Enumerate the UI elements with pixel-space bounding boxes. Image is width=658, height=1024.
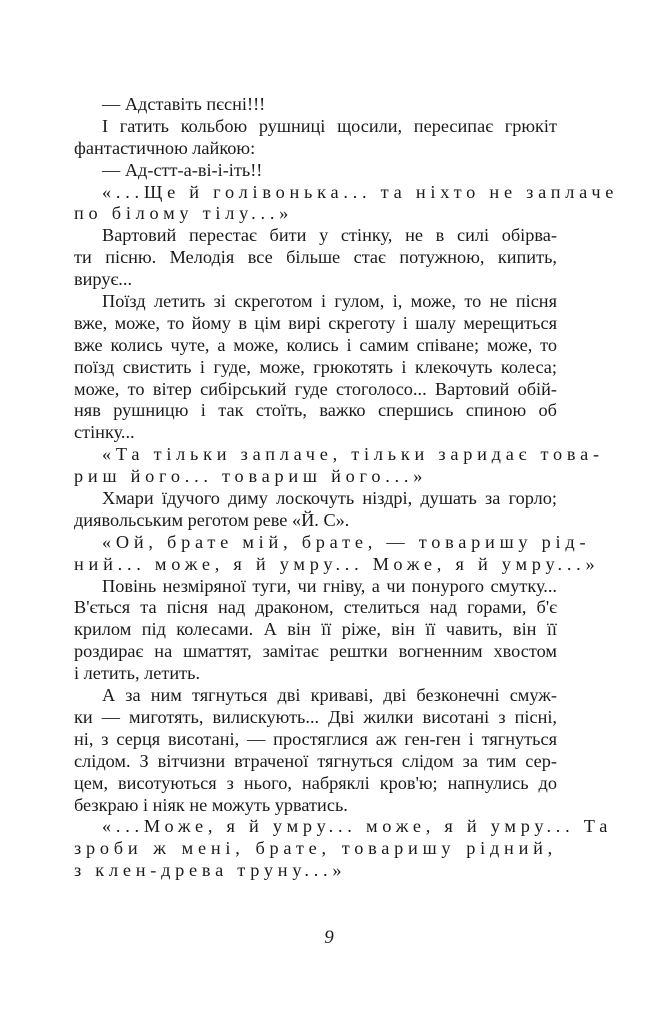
text-line: Вартовий перестає бити у стінку, не в силі обірва- <box>102 225 557 246</box>
text-line: зроби ж мені, брате, товаришу рідний, <box>74 838 557 859</box>
text-line: ні, з серця висотані, — простяглися аж ген-ген і тягнуться <box>74 728 557 749</box>
text-line: може, то вітер сибірський гуде стоголосо... Вартовий обій- <box>74 378 557 399</box>
text-line: — Ад-стт-а-ві-і-іть!! <box>102 159 263 180</box>
text-line: няв рушницю і так стоїть, важко спершись спиною об <box>74 400 557 421</box>
text-line: поїзд свистить і гуде, може, грюкотять і клекочуть колеса; <box>74 356 557 377</box>
text-line: В'ється та пісня над драконом, стелиться над горами, б'є <box>74 597 557 618</box>
text-line: вже колись чуте, а може, колись і самим співане; може, то <box>74 334 557 355</box>
text-line: «...Ще й голівонька... та ніхто не заплаче <box>102 181 619 202</box>
page-body-text <box>74 94 619 882</box>
text-line: фантастичною лайкою: <box>74 137 256 158</box>
text-line: вже, може, то йому в цім вирі скреготу і шалу мерещиться <box>74 312 557 333</box>
text-line: з клен-древа труну...» <box>74 860 347 881</box>
text-line: І гатить кольбою рушниці щосили, пересипає грюкіт <box>102 115 557 136</box>
text-line: крилом під колесами. А він її ріже, він її чавить, він її <box>74 619 557 640</box>
text-line: А за ним тягнуться дві криваві, дві безконечні смуж- <box>102 685 557 706</box>
text-line: диявольським реготом реве «Й. С». <box>74 509 350 530</box>
text-line: стінку... <box>74 422 135 443</box>
text-line: слідом. З вітчизни втраченої тягнуться слідом за тим сер- <box>74 750 557 771</box>
text-line: вирує... <box>74 269 133 290</box>
text-line: цем, висотуються з нього, набряклі кров'ю; напнулись до <box>74 772 557 793</box>
text-line: «Та тільки заплаче, тільки заридає това- <box>102 444 604 465</box>
text-line: по білому тілу...» <box>74 203 294 224</box>
text-line: ний... може, я й умру... Може, я й умру...» <box>74 553 600 574</box>
text-line: роздирає на шматтят, замітає рештки вогненним хвостом <box>74 641 557 662</box>
text-line: «...Може, я й умру... може, я й умру... Та <box>102 816 613 837</box>
text-line: Хмари їдучого диму лоскочуть ніздрі, душать за горло; <box>102 488 557 509</box>
text-line: «Ой, брате мій, брате, — товаришу рід- <box>102 531 591 552</box>
text-line: безкраю і ніяк не можуть урватись. <box>74 794 348 815</box>
text-line: ти пісню. Мелодія все більше стає потужною, кипить, <box>74 247 557 268</box>
text-line: Поїзд летить зі скреготом і гулом, і, може, то не пісня <box>102 291 557 312</box>
text-line: риш його... товариш його...» <box>74 466 428 487</box>
text-line: ки — миготять, вилискують... Дві жилки висотані з пісні, <box>74 706 557 727</box>
text-line: Повінь незміряної туги, чи гніву, а чи понурого смутку... <box>102 575 557 596</box>
text-line: — Адставіть пєсні!!! <box>102 94 266 114</box>
page-number: 9 <box>324 927 334 948</box>
text-line: і летить, летить. <box>74 663 201 684</box>
